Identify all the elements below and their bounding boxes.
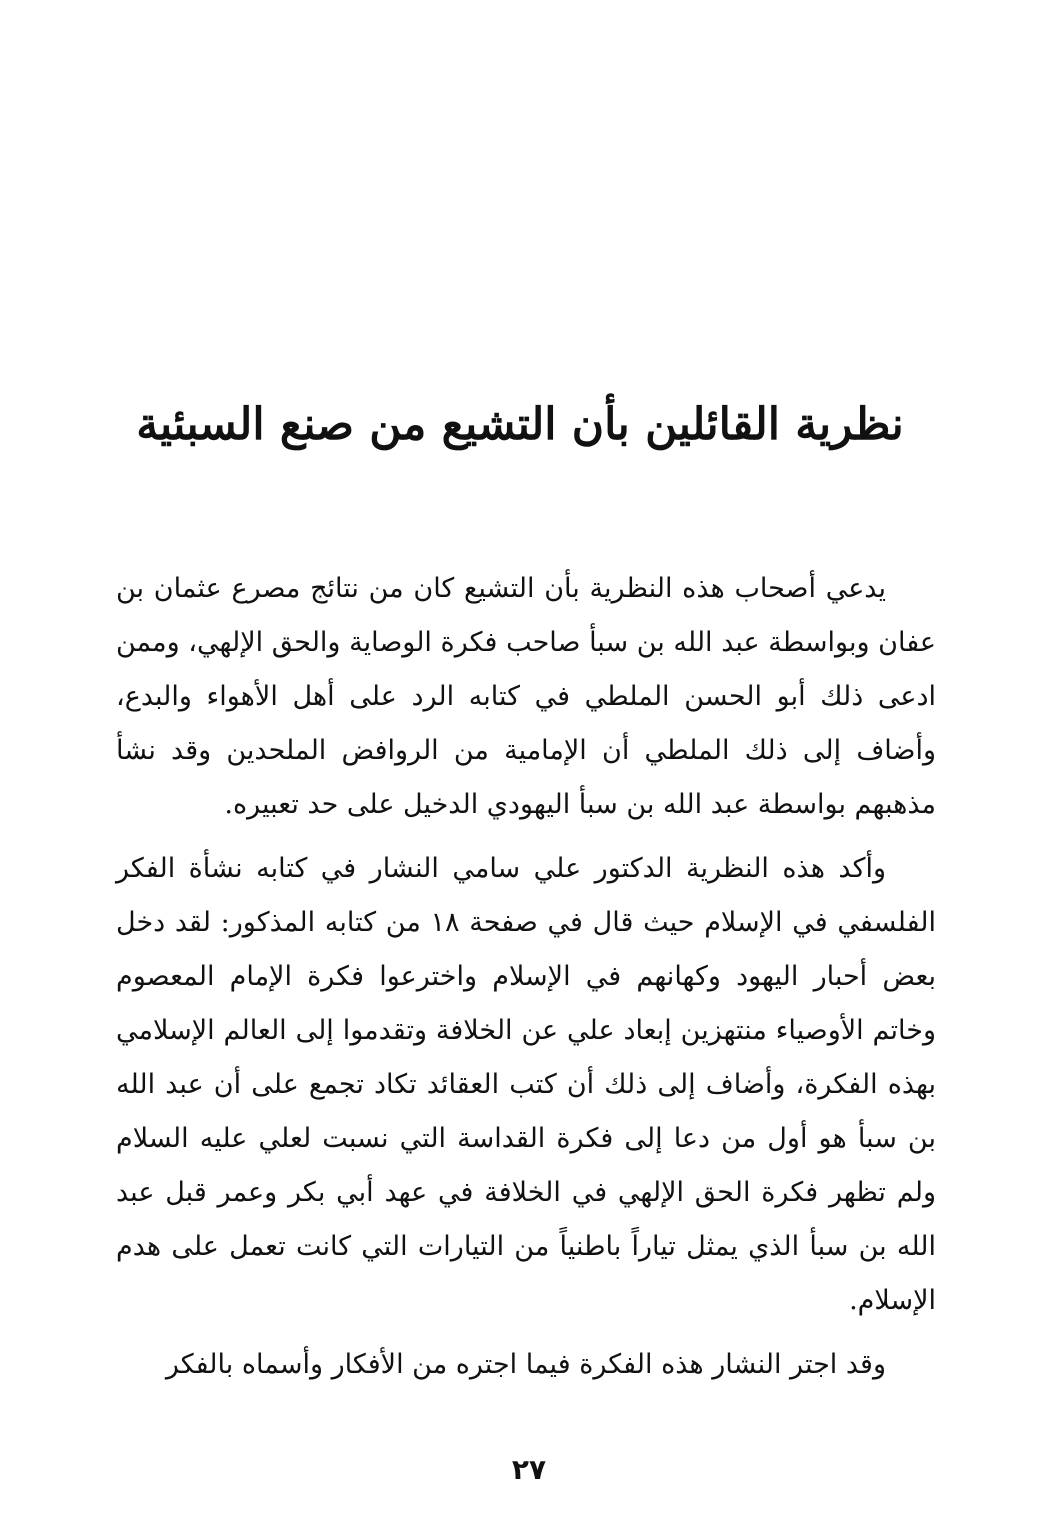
page-number: ٢٧: [511, 1453, 547, 1486]
paragraph-2: وأكد هذه النظرية الدكتور علي سامي النشار في كتابه نشأة الفكر الفلسفي في الإسلام حيث قال في صفحة ١٨ من كتابه المذكور: لقد دخل بعض أحبار اليهود وكهانهم في الإسلام واخترعوا فكرة الإمام المعصوم وخاتم الأوصياء منتهزين إبعاد علي عن الخلافة وتقدموا إلى العالم الإسلامي بهذه الفكرة، وأضاف إلى ذلك أن كتب العقائد تكاد تجمع على أن عبد الله بن سبأ هو أول من دعا إلى فكرة القداسة التي نسبت لعلي عليه السلام ولم تظهر فكرة الحق الإلهي في الخلافة في عهد أبي بكر وعمر قبل عبد الله بن سبأ الذي يمثل تياراً باطنياً من التيارات التي كانت تعمل على هدم الإسلام.: [116, 853, 936, 1316]
paragraph-1: يدعي أصحاب هذه النظرية بأن التشيع كان من نتائج مصرع عثمان بن عفان وبواسطة عبد الله بن سبأ صاحب فكرة الوصاية والحق الإلهي، وممن ادعى ذلك أبو الحسن الملطي في كتابه الرد على أهل الأهواء والبدع، وأضاف إلى ذلك الملطي أن الإمامية من الروافض الملحدين وقد نشأ مذهبهم بواسطة عبد الله بن سبأ اليهودي الدخيل على حد تعبيره.: [116, 573, 936, 820]
paragraph-3: وقد اجتر النشار هذه الفكرة فيما اجتره من الأفكار وأسماه بالفكر: [165, 1349, 886, 1380]
chapter-title: نظرية القائلين بأن التشيع من صنع السبئية: [136, 399, 904, 450]
body-text: [116, 562, 936, 1392]
